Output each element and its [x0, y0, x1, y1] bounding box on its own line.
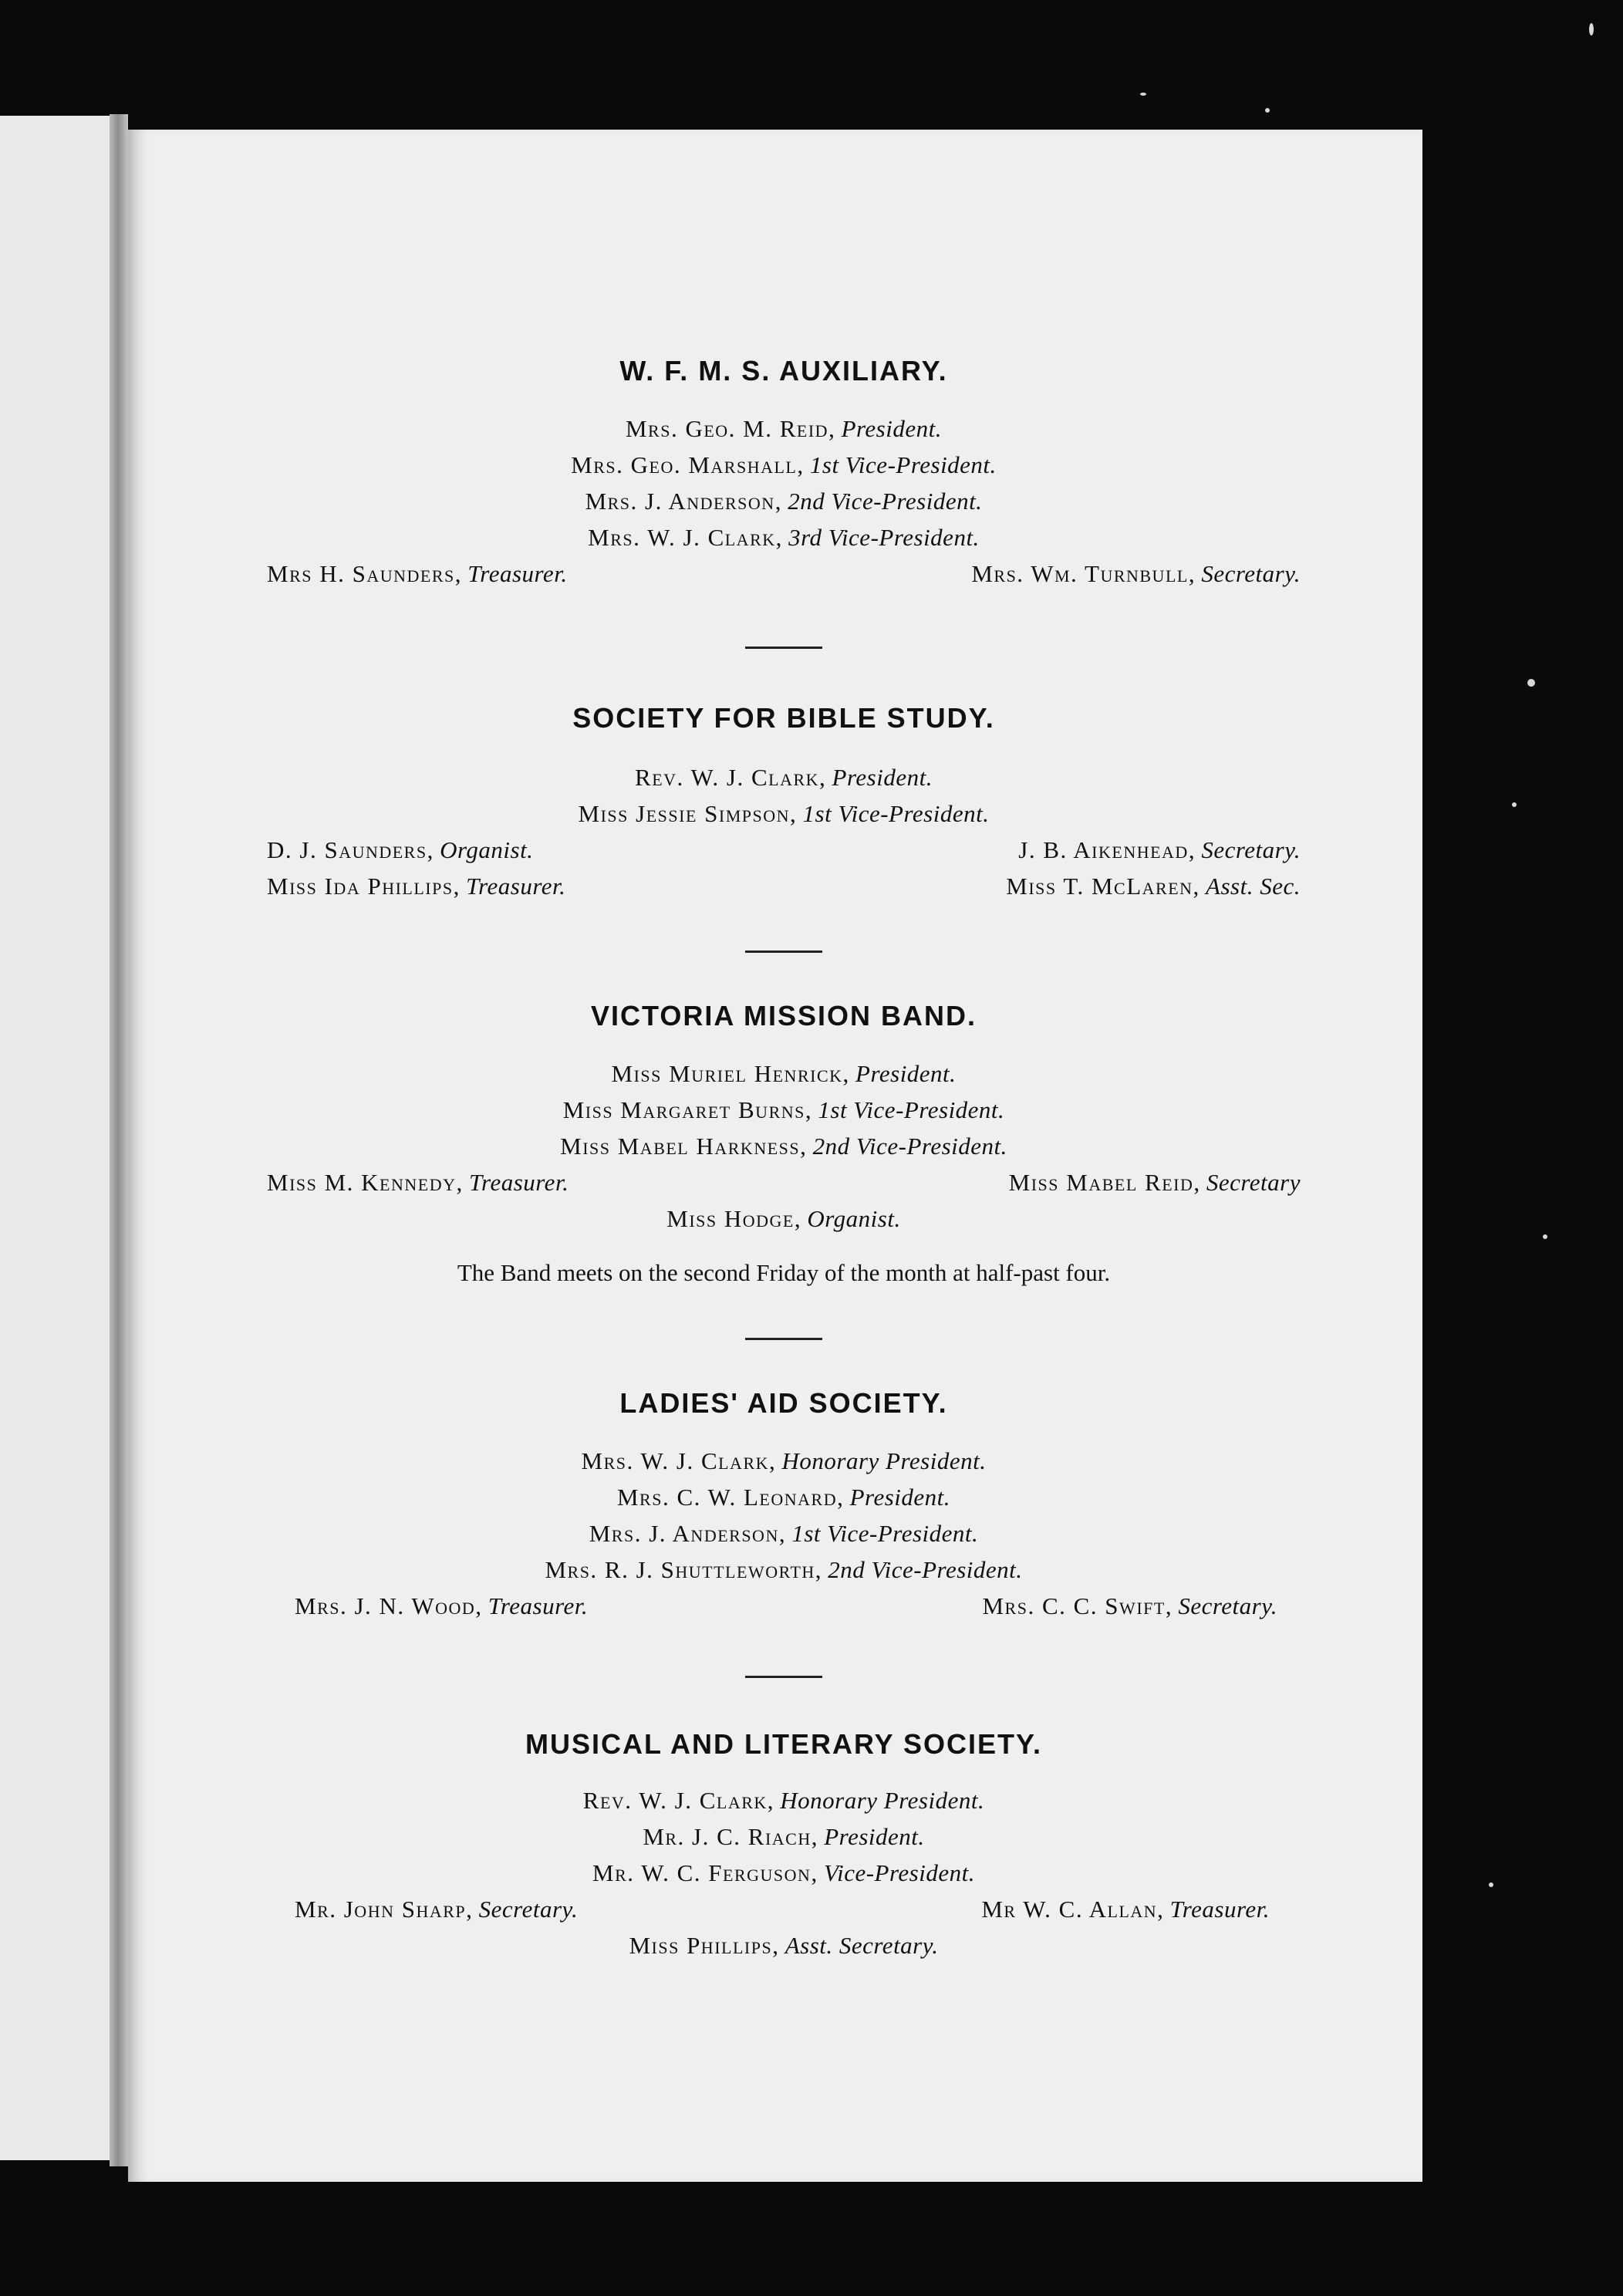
officer-name: Mr W. C. Allan: [981, 1896, 1158, 1923]
officer-name: Mrs. C. W. Leonard: [616, 1484, 838, 1511]
officer-role: 1st Vice-President.: [802, 800, 990, 827]
officer-name: Miss Hodge: [666, 1205, 795, 1232]
section-divider: [745, 647, 822, 649]
officer-name: Mrs. Geo. M. Reid: [625, 415, 829, 442]
officer-name: Miss Ida Phillips: [267, 873, 454, 900]
dust-speck: [1489, 1882, 1493, 1887]
officer-name: Mrs. J. Anderson: [589, 1520, 779, 1547]
officer-role: Asst. Sec.: [1206, 873, 1301, 900]
section-title-wfms: W. F. M. S. AUXILIARY.: [619, 355, 948, 387]
officer-name: Mrs. W. J. Clark: [581, 1447, 770, 1474]
section-divider: [745, 1676, 822, 1678]
previous-page-edge: [0, 116, 116, 2160]
officer-role: 2nd Vice-President.: [812, 1133, 1007, 1160]
officer-name: D. J. Saunders: [267, 836, 427, 863]
officer-name: Mrs H. Saunders: [267, 560, 455, 587]
officer-left: D. J. Saunders, Organist.: [267, 836, 534, 863]
dust-speck: [1140, 93, 1146, 96]
officer-left: Miss M. Kennedy, Treasurer.: [267, 1169, 569, 1196]
officer-line: Mrs. Geo. Marshall, 1st Vice-President.: [571, 451, 997, 478]
officer-role: Vice-President.: [823, 1859, 975, 1886]
officer-name: Miss Muriel Henrick: [611, 1060, 843, 1087]
officer-name: Miss Margaret Burns: [562, 1096, 805, 1123]
officer-name: Miss M. Kennedy: [267, 1169, 457, 1196]
section-divider: [745, 950, 822, 953]
officer-name: Mr. John Sharp: [295, 1896, 467, 1923]
book-gutter: [110, 114, 128, 2166]
officer-role: 1st Vice-President.: [818, 1096, 1005, 1123]
officer-right: Miss Mabel Reid, Secretary: [1008, 1169, 1301, 1196]
officer-line: Mrs. C. W. Leonard, President.: [616, 1484, 951, 1511]
officer-role: President.: [832, 764, 933, 791]
officer-line: Miss Jessie Simpson, 1st Vice-President.: [578, 800, 990, 827]
officer-line: Mrs. R. J. Shuttleworth, 2nd Vice-President.: [545, 1556, 1023, 1583]
officer-line: Mr. J. C. Riach, President.: [643, 1823, 925, 1850]
officer-line: Mrs. J. Anderson, 1st Vice-President.: [589, 1520, 979, 1547]
officer-name: Mrs. C. C. Swift: [982, 1592, 1166, 1619]
section-title-musical-literary: MUSICAL AND LITERARY SOCIETY.: [525, 1728, 1043, 1760]
officer-name: Mrs. J. N. Wood: [295, 1592, 476, 1619]
officer-role: Treasurer.: [1169, 1896, 1270, 1923]
officer-line: Miss Muriel Henrick, President.: [611, 1060, 957, 1087]
officer-line: Miss Margaret Burns, 1st Vice-President.: [562, 1096, 1005, 1123]
officer-role: Honorary President.: [781, 1447, 987, 1474]
officer-right: Mrs. C. C. Swift, Secretary.: [982, 1592, 1277, 1619]
officer-role: 3rd Vice-President.: [788, 524, 980, 551]
officer-name: Mrs. R. J. Shuttleworth: [545, 1556, 815, 1583]
officer-role: Organist.: [440, 836, 534, 863]
officer-role: Treasurer.: [467, 560, 568, 587]
dust-speck: [1589, 23, 1594, 35]
officer-role: 1st Vice-President.: [791, 1520, 979, 1547]
officer-name: Miss Jessie Simpson: [578, 800, 791, 827]
section-title-mission-band: VICTORIA MISSION BAND.: [590, 1000, 977, 1032]
officer-name: Rev. W. J. Clark: [582, 1787, 768, 1814]
officer-role: President.: [824, 1823, 925, 1850]
section-title-bible-study: SOCIETY FOR BIBLE STUDY.: [572, 702, 995, 734]
officer-role: President.: [849, 1484, 951, 1511]
officer-name: Miss Mabel Reid: [1008, 1169, 1194, 1196]
officer-role: Asst. Secretary.: [785, 1932, 939, 1959]
officer-left: Mrs H. Saunders, Treasurer.: [267, 560, 568, 587]
officer-name: Rev. W. J. Clark: [635, 764, 820, 791]
dust-speck: [1265, 108, 1270, 113]
section-divider: [745, 1338, 822, 1340]
officer-role: 2nd Vice-President.: [788, 488, 983, 515]
officer-name: Mrs. Wm. Turnbull: [971, 560, 1189, 587]
officer-name: Miss Mabel Harkness: [560, 1133, 801, 1160]
officer-right: Mrs. Wm. Turnbull, Secretary.: [971, 560, 1301, 587]
dust-speck: [1512, 802, 1517, 807]
officer-name: Mrs. J. Anderson: [585, 488, 775, 515]
officer-role: 2nd Vice-President.: [828, 1556, 1023, 1583]
officer-role: Organist.: [807, 1205, 901, 1232]
officer-line: Mr. W. C. Ferguson, Vice-President.: [592, 1859, 975, 1886]
officer-name: Mrs. Geo. Marshall: [571, 451, 798, 478]
officer-role: Treasurer.: [466, 873, 566, 900]
officer-role: Secretary.: [1201, 560, 1301, 587]
officer-line: Rev. W. J. Clark, President.: [635, 764, 933, 791]
officer-role: Treasurer.: [469, 1169, 569, 1196]
officer-line: Mrs. W. J. Clark, 3rd Vice-President.: [588, 524, 980, 551]
officer-name: Mr. W. C. Ferguson: [592, 1859, 812, 1886]
dust-speck: [1527, 679, 1535, 687]
officer-role: Secretary.: [478, 1896, 579, 1923]
officer-role: President.: [855, 1060, 957, 1087]
officer-line: Rev. W. J. Clark, Honorary President.: [582, 1787, 985, 1814]
officer-line: Mrs. W. J. Clark, Honorary President.: [581, 1447, 987, 1474]
section-title-ladies-aid: LADIES' AID SOCIETY.: [619, 1387, 948, 1419]
officer-line: Miss Phillips, Asst. Secretary.: [629, 1932, 939, 1959]
officer-name: Mr. J. C. Riach: [643, 1823, 812, 1850]
officer-right: J. B. Aikenhead, Secretary.: [1018, 836, 1301, 863]
officer-line: Miss Hodge, Organist.: [666, 1205, 901, 1232]
officer-line: Miss Mabel Harkness, 2nd Vice-President.: [560, 1133, 1007, 1160]
officer-name: Mrs. W. J. Clark: [588, 524, 776, 551]
officer-left: Mrs. J. N. Wood, Treasurer.: [295, 1592, 589, 1619]
officer-line: Mrs. J. Anderson, 2nd Vice-President.: [585, 488, 983, 515]
officer-name: Miss T. McLaren: [1006, 873, 1193, 900]
officer-role: 1st Vice-President.: [809, 451, 997, 478]
document-page: [128, 130, 1422, 2182]
officer-right: Miss T. McLaren, Asst. Sec.: [1006, 873, 1301, 900]
officer-name: Miss Phillips: [629, 1932, 773, 1959]
officer-role: Secretary.: [1201, 836, 1301, 863]
officer-role: President.: [841, 415, 942, 442]
officer-left: Miss Ida Phillips, Treasurer.: [267, 873, 566, 900]
officer-role: Secretary.: [1178, 1592, 1277, 1619]
meeting-note: The Band meets on the second Friday of the month at half-past four.: [457, 1259, 1111, 1286]
officer-name: J. B. Aikenhead: [1018, 836, 1189, 863]
dust-speck: [1543, 1234, 1547, 1239]
officer-left: Mr. John Sharp, Secretary.: [295, 1896, 579, 1923]
officer-line: Mrs. Geo. M. Reid, President.: [625, 415, 942, 442]
officer-role: Treasurer.: [488, 1592, 589, 1619]
officer-role: Secretary: [1206, 1169, 1301, 1196]
officer-role: Honorary President.: [780, 1787, 985, 1814]
officer-right: Mr W. C. Allan, Treasurer.: [981, 1896, 1270, 1923]
